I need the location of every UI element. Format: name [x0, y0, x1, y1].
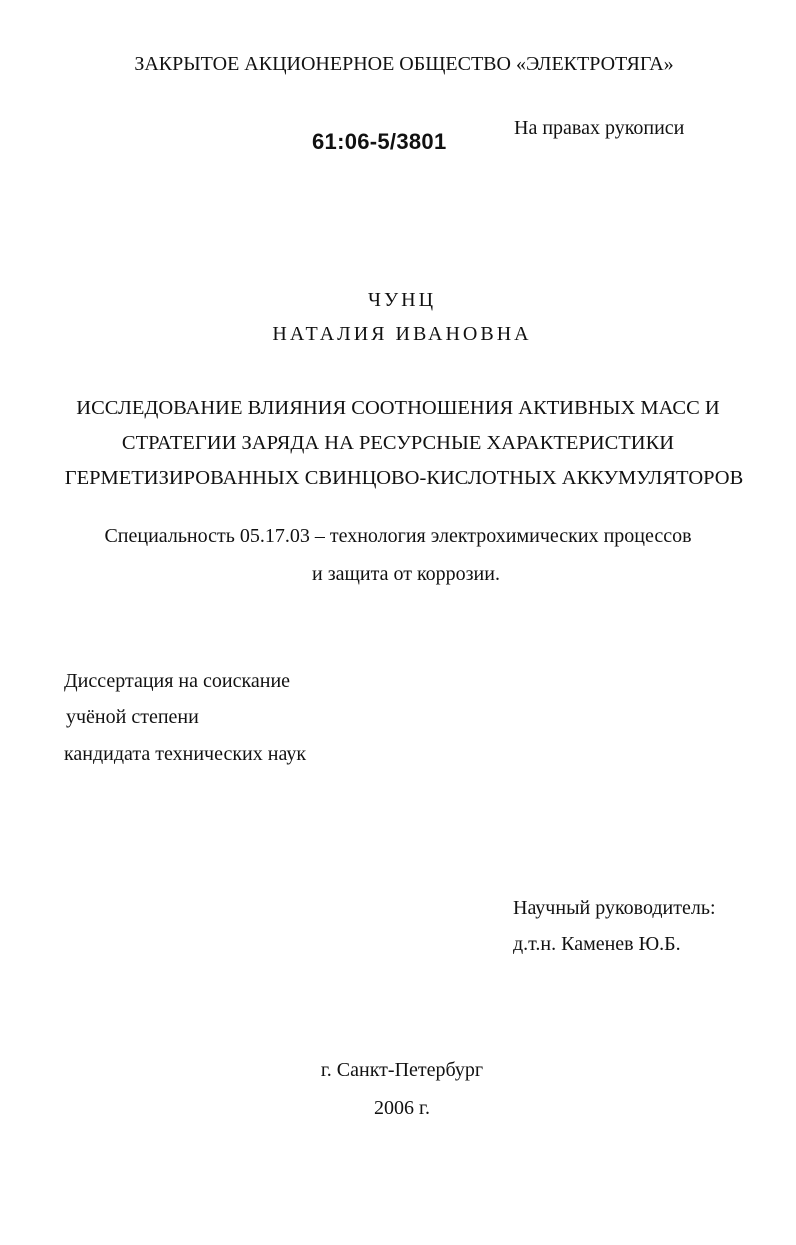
organization-header: ЗАКРЫТОЕ АКЦИОНЕРНОЕ ОБЩЕСТВО «ЭЛЕКТРОТЯГА»	[134, 53, 674, 75]
supervisor-name: д.т.н. Каменев Ю.Б.	[513, 933, 681, 955]
year: 2006 г.	[374, 1097, 430, 1119]
author-given-names: НАТАЛИЯ ИВАНОВНА	[272, 323, 532, 345]
dissertation-note-line-1: Диссертация на соискание	[64, 670, 291, 692]
supervisor-label: Научный руководитель:	[513, 897, 716, 919]
catalog-number-stamp: 61:06-5/3801	[312, 129, 447, 154]
dissertation-title-line-2: СТРАТЕГИИ ЗАРЯДА НА РЕСУРСНЫЕ ХАРАКТЕРИСТИКИ	[121, 432, 675, 454]
dissertation-title-line-1: ИССЛЕДОВАНИЕ ВЛИЯНИЯ СООТНОШЕНИЯ АКТИВНЫХ МАСС И	[76, 397, 720, 419]
dissertation-title-line-3: ГЕРМЕТИЗИРОВАННЫХ СВИНЦОВО-КИСЛОТНЫХ АККУМУЛЯТОРОВ	[64, 467, 744, 489]
author-surname: ЧУНЦ	[367, 289, 437, 311]
rights-note: На правах рукописи	[514, 117, 685, 139]
city: г. Санкт-Петербург	[320, 1059, 484, 1081]
dissertation-note-line-2: учёной степени	[66, 706, 199, 728]
specialty-line-1: Специальность 05.17.03 – технология электрохимических процессов	[104, 525, 692, 547]
dissertation-note-line-3: кандидата технических наук	[64, 743, 307, 765]
specialty-line-2: и защита от коррозии.	[312, 563, 500, 585]
